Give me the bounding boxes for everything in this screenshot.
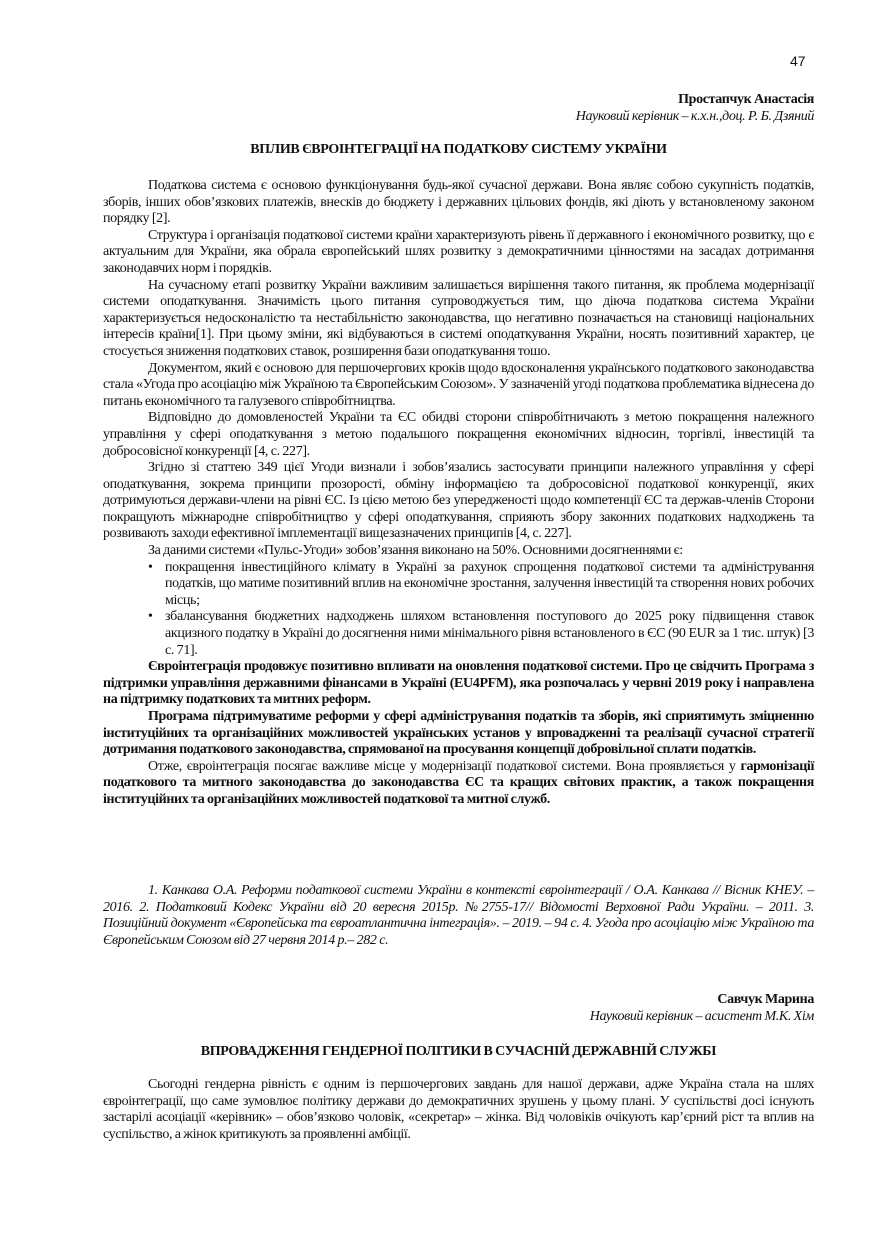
list-item xyxy=(148,559,814,610)
article-title: ВПЛИВ ЄВРОІНТЕГРАЦІЇ НА ПОДАТКОВУ СИСТЕМУ УКРАЇНИ xyxy=(250,142,667,158)
paragraph: Податкова система є основою функціонування будь-якої сучасної держави. Вона являє собою сукупність податків, зборів, інших обов’язкових платежів, внесків до бюджету і державних цільових фондів, які діють у встановленому законом порядку [2]. xyxy=(103,178,814,227)
article2-body xyxy=(103,1077,814,1143)
bold-paragraph: Євроінтеграція продовжує позитивно впливати на оновлення податкової системи. Про це свідчить Програма з підтримки управління державними фінансами в Україні (EU4PFM), яка розпочалась у червні 2019 року і направлена на підтримку податкових та митних реформ. xyxy=(103,659,814,708)
conclusion-paragraph xyxy=(103,759,814,809)
list-item-text: збалансування бюджетних надходжень шляхом встановлення поступового до 2025 року підвищення ставок акцизного податку в Україні до досягнення ними мінімального рівня встановленого в ЄС (90 EUR за 1 тис. штук) [3 с. 71]. xyxy=(165,609,814,658)
author-name: Простапчук Анастасія xyxy=(678,92,814,107)
bullet-icon: • xyxy=(148,609,153,625)
author-name: Савчук Марина xyxy=(717,992,814,1007)
paragraph: Сьогодні гендерна рівність є одним із першочергових завдань для нашої держави, адже Україна стала на шлях євроінтеграції, що саме зумовлює політику держави до демократичних зрушень у цьому плані. У суспільстві досі існують застарілі асоціації «керівник» – обов’язково чоловік, «секретар» – жінка. Від чоловіків очікують кар’єрний ріст та вплив на суспільство, а жінок критикують за проявленні амбіції. xyxy=(103,1077,814,1142)
achievements-list xyxy=(103,560,814,660)
paragraph: Згідно зі статтею 349 цієї Угоди визнали і зобов’язались застосувати принципи належного управління у сфері оподаткування, зокрема принципи прозорості, обміну інформацією та добросовісної податкової конкуренції, яких дотримуються держави-члени на рівні ЄС. Із цією метою без упередженості щодо компетенції ЄС та держав-членів Сторони покращують міжнародне співробітництво у сфері оподаткування, сприяють збору законних податкових надходжень та розвивають заходи ефективної імплементації вищезазначених принципів [4, с. 227]. xyxy=(103,460,814,542)
supervisor: Науковий керівник – к.х.н.,доц. Р. Б. Дзяний xyxy=(575,108,814,124)
bold-paragraph: Програма підтримуватиме реформи у сфері адміністрування податків та зборів, які сприятимуть зміцненню інституційних та організаційних можливостей українських установ у впровадженні та реалізації сучасної стратегії дотримання податкового законодавства, спрямованої на просування концепції добровільної сплати податків. xyxy=(103,709,814,758)
references-text: 1. Канкава О.А. Реформи податкової системи України в контексті євроінтеграції / О.А. Канкава // Вісник КНЕУ. – 2016. 2. Податковий Кодекс України від 20 вересня 2015р. №2755-17// Відомості Верховної Ради України. – 2011. 3. Позиційний документ «Європейська та євроатлантична інтеграція». – 2019. – 94 с. 4. Угода про асоціацію між Україною та Європейським Союзом від 27 червня 2014 р.– 282 с. xyxy=(103,883,814,948)
article-title: ВПРОВАДЖЕННЯ ГЕНДЕРНОЇ ПОЛІТИКИ В СУЧАСНІЙ ДЕРЖАВНІЙ СЛУЖБІ xyxy=(200,1044,717,1060)
article1-body xyxy=(103,178,814,809)
paragraph: Відповідно до домовленостей України та ЄС обидві сторони співробітничають з метою покращення належного управління у сфері оподаткування з метою подальшого покращення економічних відносин, торгівлі, інвестицій та добросовісної конкуренції [4, с. 227]. xyxy=(103,410,814,459)
paragraph: Документом, який є основою для першочергових кроків щодо вдосконалення українського податкового законодавства стала «Угода про асоціацію між Україною та Європейським Союзом». У зазначеній угоді податкова проблематика віднесена до питань економічного та галузевого співробітництва. xyxy=(103,360,814,409)
conclusion-regular: Отже, євроінтеграція посягає важливе місце у модернізації податкової системи. Вона проявляється у xyxy=(148,758,741,774)
conclusion-bold: гармонізації податкового та митного законодавства до законодавства ЄС та кращих світових практик, а також покращення інституційних та організаційних можливостей податкової та митної служб. xyxy=(103,758,814,807)
paragraph: Структура і організація податкової системи країни характеризують рівень її державного і економічного розвитку, що є актуальним для України, яка обрала європейський шлях розвитку з демократичними цінностями на засадах дотримання законодавчих норм і порядків. xyxy=(103,227,814,276)
article2-header xyxy=(103,992,814,1061)
list-item-text: покращення інвестиційного клімату в Україні за рахунок спрощення податкової системи та адміністрування податків, що матиме позитивний вплив на економічне зростання, залучення інвестицій та створення нових робочих місць; xyxy=(165,559,814,608)
page-number: 47 xyxy=(790,53,806,69)
list-item xyxy=(148,609,814,659)
article1-header xyxy=(103,92,814,159)
supervisor: Науковий керівник – асистент М.К. Хім xyxy=(589,1008,814,1024)
references xyxy=(103,883,814,949)
bullet-icon: • xyxy=(148,559,153,575)
paragraph: На сучасному етапі розвитку України важливим залишається вирішення такого питання, як проблема модернізації системи оподаткування. Значимість цього питання супроводжується тим, що діюча податкова система України характеризується недосконалістю та нестабільністю законодавства, що негативно позначається на становищі національних інтересів країни[1]. При цьому зміни, які відбуваються в системі оподаткування України, носять позитивний характер, це стосується зниження податкових ставок, розширення бази оподаткування тошо. xyxy=(103,277,814,359)
intro-line: За даними системи «Пульс-Угоди» зобов’язання виконано на 50%. Основними досягненнями є: xyxy=(148,543,683,559)
